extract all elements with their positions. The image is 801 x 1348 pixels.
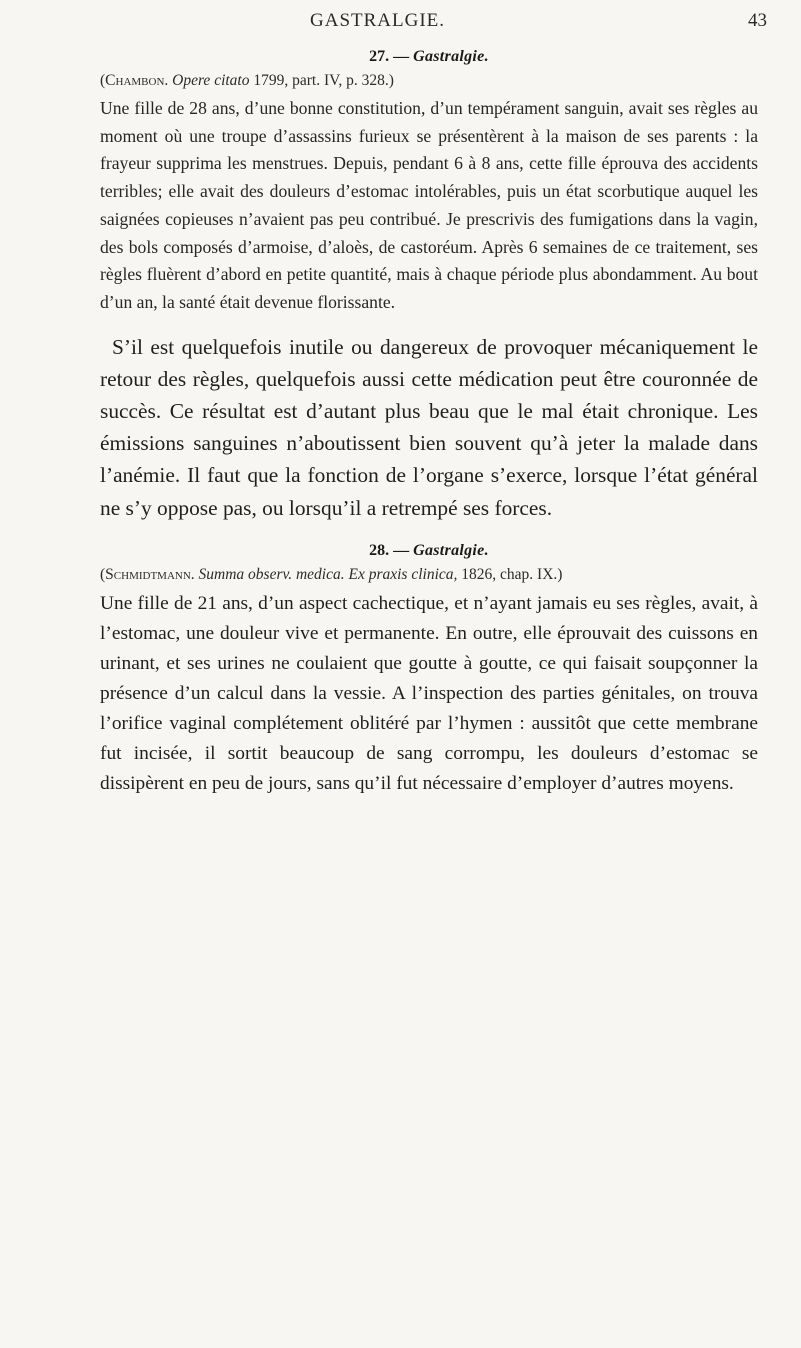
observation-text: Une fille de 28 ans, d’une bonne constitution, d’un tempérament sanguin, avait ses règles au moment où une troupe d’assassins furieux se présentèrent à la maison de ses parents : la frayeur supprima les menstrues. Depuis, pendant 6 à 8 ans, cette fille éprouva des accidents terribles; elle avait des douleurs d’estomac intolérables, puis un état scorbutique auquel les saignées copieuses n’avaient pas peu contribué. Je prescrivis des fumigations dans la vagin, des bols composés d’armoise, d’aloès, de castoréum. Après 6 semaines de ce traitement, ses règles fluèrent d’abord en petite quantité, mais à chaque période plus abondamment. Au bout d’un an, la santé était devenue florissante.: [100, 98, 758, 312]
citation-open-paren: (: [100, 565, 106, 583]
observation-heading: [100, 542, 758, 560]
observation-title: Gastralgie.: [413, 48, 489, 65]
citation-work: Opere citato: [168, 72, 250, 89]
commentary: [100, 331, 758, 524]
observation-citation: [100, 72, 758, 90]
observation-number: 27.: [369, 48, 390, 65]
commentary-text: S’il est quelquefois inutile ou dangereux de provoquer mécaniquement le retour des règles, quelquefois aussi cette médication peut être couronnée de succès. Ce résultat est d’autant plus beau que le mal était chronique. Les émissions sanguines n’aboutissent bien souvent qu’à jeter la malade dans l’anémie. Il faut que la fonction de l’organe s’exerce, lorsque l’état général ne s’y oppose pas, ou lorsqu’il a retrempé ses forces.: [100, 334, 758, 520]
page-number: 43: [748, 10, 767, 31]
observation-citation: [100, 566, 758, 584]
citation-details: 1826, chap. IX.): [457, 565, 563, 583]
heading-dash: —: [389, 541, 414, 559]
citation-details: 1799, part. IV, p. 328.): [249, 72, 394, 89]
observation-27: [100, 48, 758, 317]
citation-work: Summa observ. medica. Ex praxis clinica,: [194, 565, 458, 583]
running-head: [0, 10, 801, 34]
observation-28: [100, 542, 758, 799]
citation-author: Schmidtmann.: [105, 565, 195, 583]
observation-title: Gastralgie.: [413, 541, 489, 559]
page-content: [100, 48, 758, 799]
running-title: GASTRALGIE.: [310, 10, 446, 31]
observation-text: Une fille de 21 ans, d’un aspect cachectique, et n’ayant jamais eu ses règles, avait, à l’estomac, une douleur vive et permanente. En outre, elle éprouvait des cuissons en urinant, et ses urines ne coulaient que goutte à goutte, ce qui faisait soupçonner la présence d’un calcul dans la vessie. A l’inspection des parties génitales, on trouva l’orifice vaginal complétement oblitéré par l’hymen : aussitôt que cette membrane fut incisée, il sortit beaucoup de sang corrompu, les douleurs d’estomac se dissipèrent en peu de jours, sans qu’il fut nécessaire d’employer d’autres moyens.: [100, 592, 758, 794]
heading-dash: —: [389, 48, 414, 65]
observation-heading: [100, 48, 758, 66]
citation-open-paren: (: [100, 72, 106, 89]
observation-number: 28.: [369, 541, 390, 559]
citation-author: Chambon.: [105, 72, 169, 89]
